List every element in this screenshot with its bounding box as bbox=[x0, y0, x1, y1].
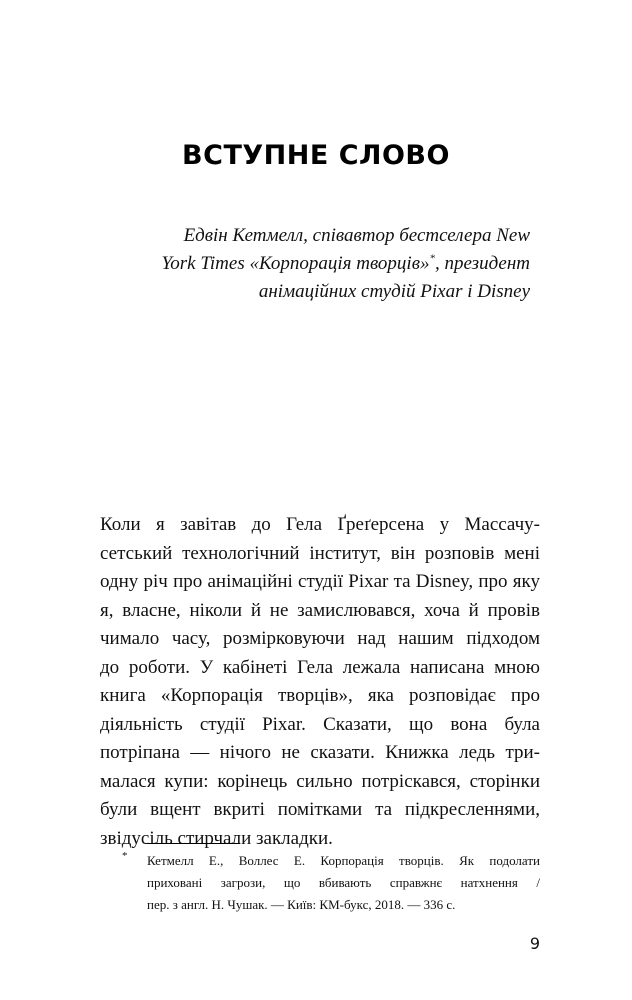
text-line: одну річ про анімаційні студії Pixar та Disney, про яку bbox=[100, 571, 540, 592]
text-line: звідусіль стирчали закладки. bbox=[100, 827, 333, 849]
footnote-reference: * bbox=[429, 252, 435, 265]
text-line: були вщент вкриті помітками та підкресленнями, bbox=[100, 799, 540, 820]
epigraph-line: , президент bbox=[434, 253, 530, 274]
text-line: Коли я завітав до Гела Ґреґерсена у Массачу- bbox=[100, 514, 540, 535]
text-line: книга «Корпорація творців», яка розповідає про bbox=[100, 685, 540, 706]
body-paragraph bbox=[100, 511, 540, 853]
text-line: до роботи. У кабінеті Гела лежала написана мною bbox=[100, 656, 540, 678]
epigraph-line: Едвін Кетмелл, співавтор бестселера New bbox=[183, 225, 530, 246]
epigraph-line: анімаційних студій Pixar і Disney bbox=[258, 281, 530, 302]
text-line: сетський технологічний інститут, він розповів мені bbox=[100, 542, 540, 564]
chapter-title: ВСТУПНЕ СЛОВО bbox=[182, 140, 450, 171]
epigraph bbox=[100, 222, 530, 306]
text-line: діяльність студії Pixar. Сказати, що вона була bbox=[100, 713, 540, 735]
text-line: потріпана — нічого не сказати. Книжка ледь три- bbox=[100, 742, 540, 763]
text-line: я, власне, ніколи й не замислювався, хоча й провів bbox=[100, 599, 540, 621]
footnote-divider bbox=[147, 843, 240, 844]
footnote-line: пер. з англ. Н. Чушак. — Київ: КМ-букс, 2018. — 336 с. bbox=[147, 897, 456, 912]
footnote-line: приховані загрози, що вбивають справжнє натхнення / bbox=[147, 875, 540, 890]
footnote-mark: * bbox=[122, 850, 128, 862]
text-line: малася купи: корінець сильно потріскався, сторінки bbox=[100, 770, 540, 792]
footnote-line: Кетмелл Е., Воллес Е. Корпорація творців. Як подолати bbox=[147, 853, 540, 868]
page-number: 9 bbox=[529, 934, 540, 953]
epigraph-line: York Times «Корпорація творців» bbox=[161, 253, 430, 274]
footnote bbox=[147, 850, 540, 916]
text-line: чимало часу, розмірковуючи над нашим підходом bbox=[100, 628, 540, 649]
